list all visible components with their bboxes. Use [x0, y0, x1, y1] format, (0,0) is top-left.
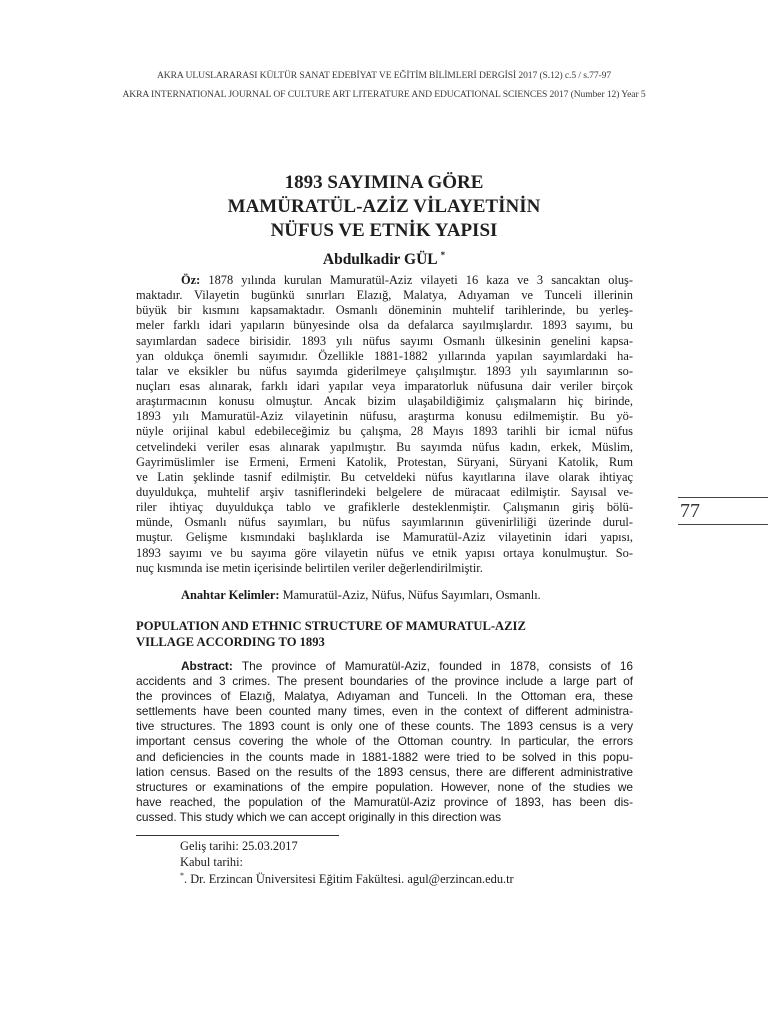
footnote-affiliation-text: . Dr. Erzincan Üniversitesi Eğitim Fakültesi. agul@erzincan.edu.tr	[184, 872, 514, 886]
oz-line: duyuldukça, muhtelif arşiv tasniflerindeki belgelere de müracaat edilmiştir. Sayısal ve-	[136, 484, 633, 499]
english-title-line2: VILLAGE ACCORDING TO 1893	[136, 634, 325, 649]
oz-line: cetvelindeki veriler esas alınarak yapılmıştır. Bu sayımda nüfus kadın, erkek, Müslim,	[136, 439, 633, 454]
oz-line: meler farklı idari yapıların bünyesinde olsa da defalarca sayılmışlardır. 1893 sayımı, bu	[136, 318, 633, 333]
turkish-abstract	[136, 273, 633, 576]
page-number: 77	[680, 500, 700, 522]
abstract-line: have reached, the population of the Mamuratül-Aziz province of 1893, has been dis-	[136, 794, 633, 809]
oz-line: nuç kısmında ise metin içerisinde belirtilen veriler değerlendirilmiştir.	[136, 560, 483, 575]
oz-line: muştur. Gelişme kısmındaki başlıklarda ise Mamuratül-Aziz vilayetinin idari yapısı,	[136, 530, 633, 545]
oz-line: ve Latin şeklinde tasnif edilmiştir. Bu cetveldeki nüfus kayıtlarına ilave olarak ihtiyaç	[136, 469, 633, 484]
article-title-line1: 1893 SAYIMINA GÖRE	[284, 172, 484, 193]
abstract-line: important census covering the whole of the Ottoman country. In particular, the errors	[136, 734, 633, 749]
abstract-line: cussed. This study which we can accept originally in this direction was	[136, 809, 502, 824]
abstract-line: settlements have been counted many times, even in the context of different administra-	[136, 704, 633, 719]
abstract-line: and deficiencies in the counts made in 1881-1882 were tried to be solved in this popu-	[136, 749, 633, 764]
footnote-received: Geliş tarihi: 25.03.2017	[180, 839, 298, 853]
author-name	[0, 250, 768, 269]
oz-line-text: 1878 yılında kurulan Mamuratül-Aziz vilayeti 16 kaza ve 3 sancaktan oluş-	[200, 273, 633, 287]
abstract-line-text: The province of Mamuratül-Aziz, founded in 1878, consists of 16	[232, 659, 633, 673]
oz-line: Gayrimüslimler ise Ermeni, Ermeni Katolik, Protestan, Süryani, Süryani Katolik, Rum	[136, 454, 633, 469]
abstract-line: accidents and 3 crimes. The present boundaries of the province include a large part of	[136, 674, 633, 689]
author-footnote-mark: *	[440, 250, 446, 260]
oz-line: büyük bir kısmını kapsamaktadır. Osmanlı döneminin muhtelif tarihlerinde, bu yerleş-	[136, 303, 633, 318]
abstract-label: Abstract:	[181, 659, 233, 673]
oz-line: talar ve eksikler bu nüfus sayımda giderilmeye çalışılmıştır. 1893 yılı sayımlarının so-	[136, 363, 633, 378]
keywords-text: Mamuratül-Aziz, Nüfus, Nüfus Sayımları, Osmanlı.	[279, 588, 541, 602]
oz-line	[136, 273, 633, 288]
abstract-line	[136, 659, 633, 674]
oz-label: Öz:	[181, 273, 201, 287]
oz-line: maktadır. Vilayetin bugünkü sınırları Elazığ, Malatya, Adıyaman ve Tunceli illerinin	[136, 288, 633, 303]
footnote-accepted: Kabul tarihi:	[180, 855, 243, 869]
article-title-line3: NÜFUS VE ETNİK YAPISI	[270, 220, 498, 241]
footnote-affiliation	[180, 871, 514, 887]
journal-header-en: AKRA INTERNATIONAL JOURNAL OF CULTURE ART LITERATURE AND EDUCATIONAL SCIENCES 2017 (Number 12) Year 5	[122, 89, 646, 100]
oz-line: nüyle orijinal kabul edebileceğimiz bu çalışma, 28 Mayıs 1893 tarihli bir icmal nüfus	[136, 424, 633, 439]
abstract-line: structures or examinations of the empire population. However, none of the studies we	[136, 779, 633, 794]
keywords-label: Anahtar Kelimler:	[181, 588, 280, 602]
footnote-separator	[136, 835, 339, 836]
page-number-rule-bottom	[678, 524, 768, 525]
oz-line: sayımlardan sadece birisidir. 1893 yılı nüfus sayımı Osmanlı ülkesinin genelini kapsa-	[136, 333, 633, 348]
oz-line: yan oldukça önemli sayımıdır. Özellikle 1881-1882 yıllarında yapılan sayımlardaki ha-	[136, 348, 633, 363]
page-number-rule-top	[678, 497, 768, 498]
oz-line: münde, Osmanlı nüfus sayımları, bu nüfus sayımlarının güvenirliliği üzerinde durul-	[136, 515, 633, 530]
oz-line: 1893 sayımı ve bu sayıma göre vilayetin nüfus ve etnik yapısı ortaya konulmuştur. So-	[136, 545, 633, 560]
abstract-line: lation census. Based on the results of the 1893 census, there are different administrative	[136, 764, 633, 779]
journal-header-tr: AKRA ULUSLARARASI KÜLTÜR SANAT EDEBİYAT VE EĞİTİM BİLİMLERİ DERGİSİ 2017 (S.12) c.5 / s.77-97	[156, 70, 612, 81]
article-title-line2: MAMÜRATÜL-AZİZ VİLAYETİNİN	[227, 196, 541, 217]
oz-line: 1893 yılı Mamuratül-Aziz vilayetinin nüfusu, araştırma konusu edilmemiştir. Bu yö-	[136, 409, 633, 424]
english-title-line1: POPULATION AND ETHNIC STRUCTURE OF MAMURATUL-AZIZ	[136, 619, 526, 633]
english-title	[136, 619, 633, 650]
oz-line: araştırmacının konusu olmuştur. Ancak bizim ulaşabildiğimiz çalışmaların hiç birinde,	[136, 394, 633, 409]
abstract-line: tive structures. The 1893 count is only one of these counts. The 1893 census is a very	[136, 719, 633, 734]
author-name-text: Abdulkadir GÜL	[322, 251, 437, 268]
english-abstract	[136, 659, 633, 825]
oz-line: nuçları esas alınarak, farklı idari yapılar veya imparatorluk nüfusuna dair veriler birçok	[136, 378, 633, 393]
abstract-line: the provinces of Elazığ, Malatya, Adıyaman and Tunceli. In the Ottoman era, these	[136, 689, 633, 704]
keywords	[136, 588, 678, 603]
oz-line: riler ihtiyaç duyuldukça tablo ve grafiklerle desteklenmiştir. Çalışmanın giriş bölü-	[136, 500, 633, 515]
footnote-mark: *	[180, 871, 184, 880]
